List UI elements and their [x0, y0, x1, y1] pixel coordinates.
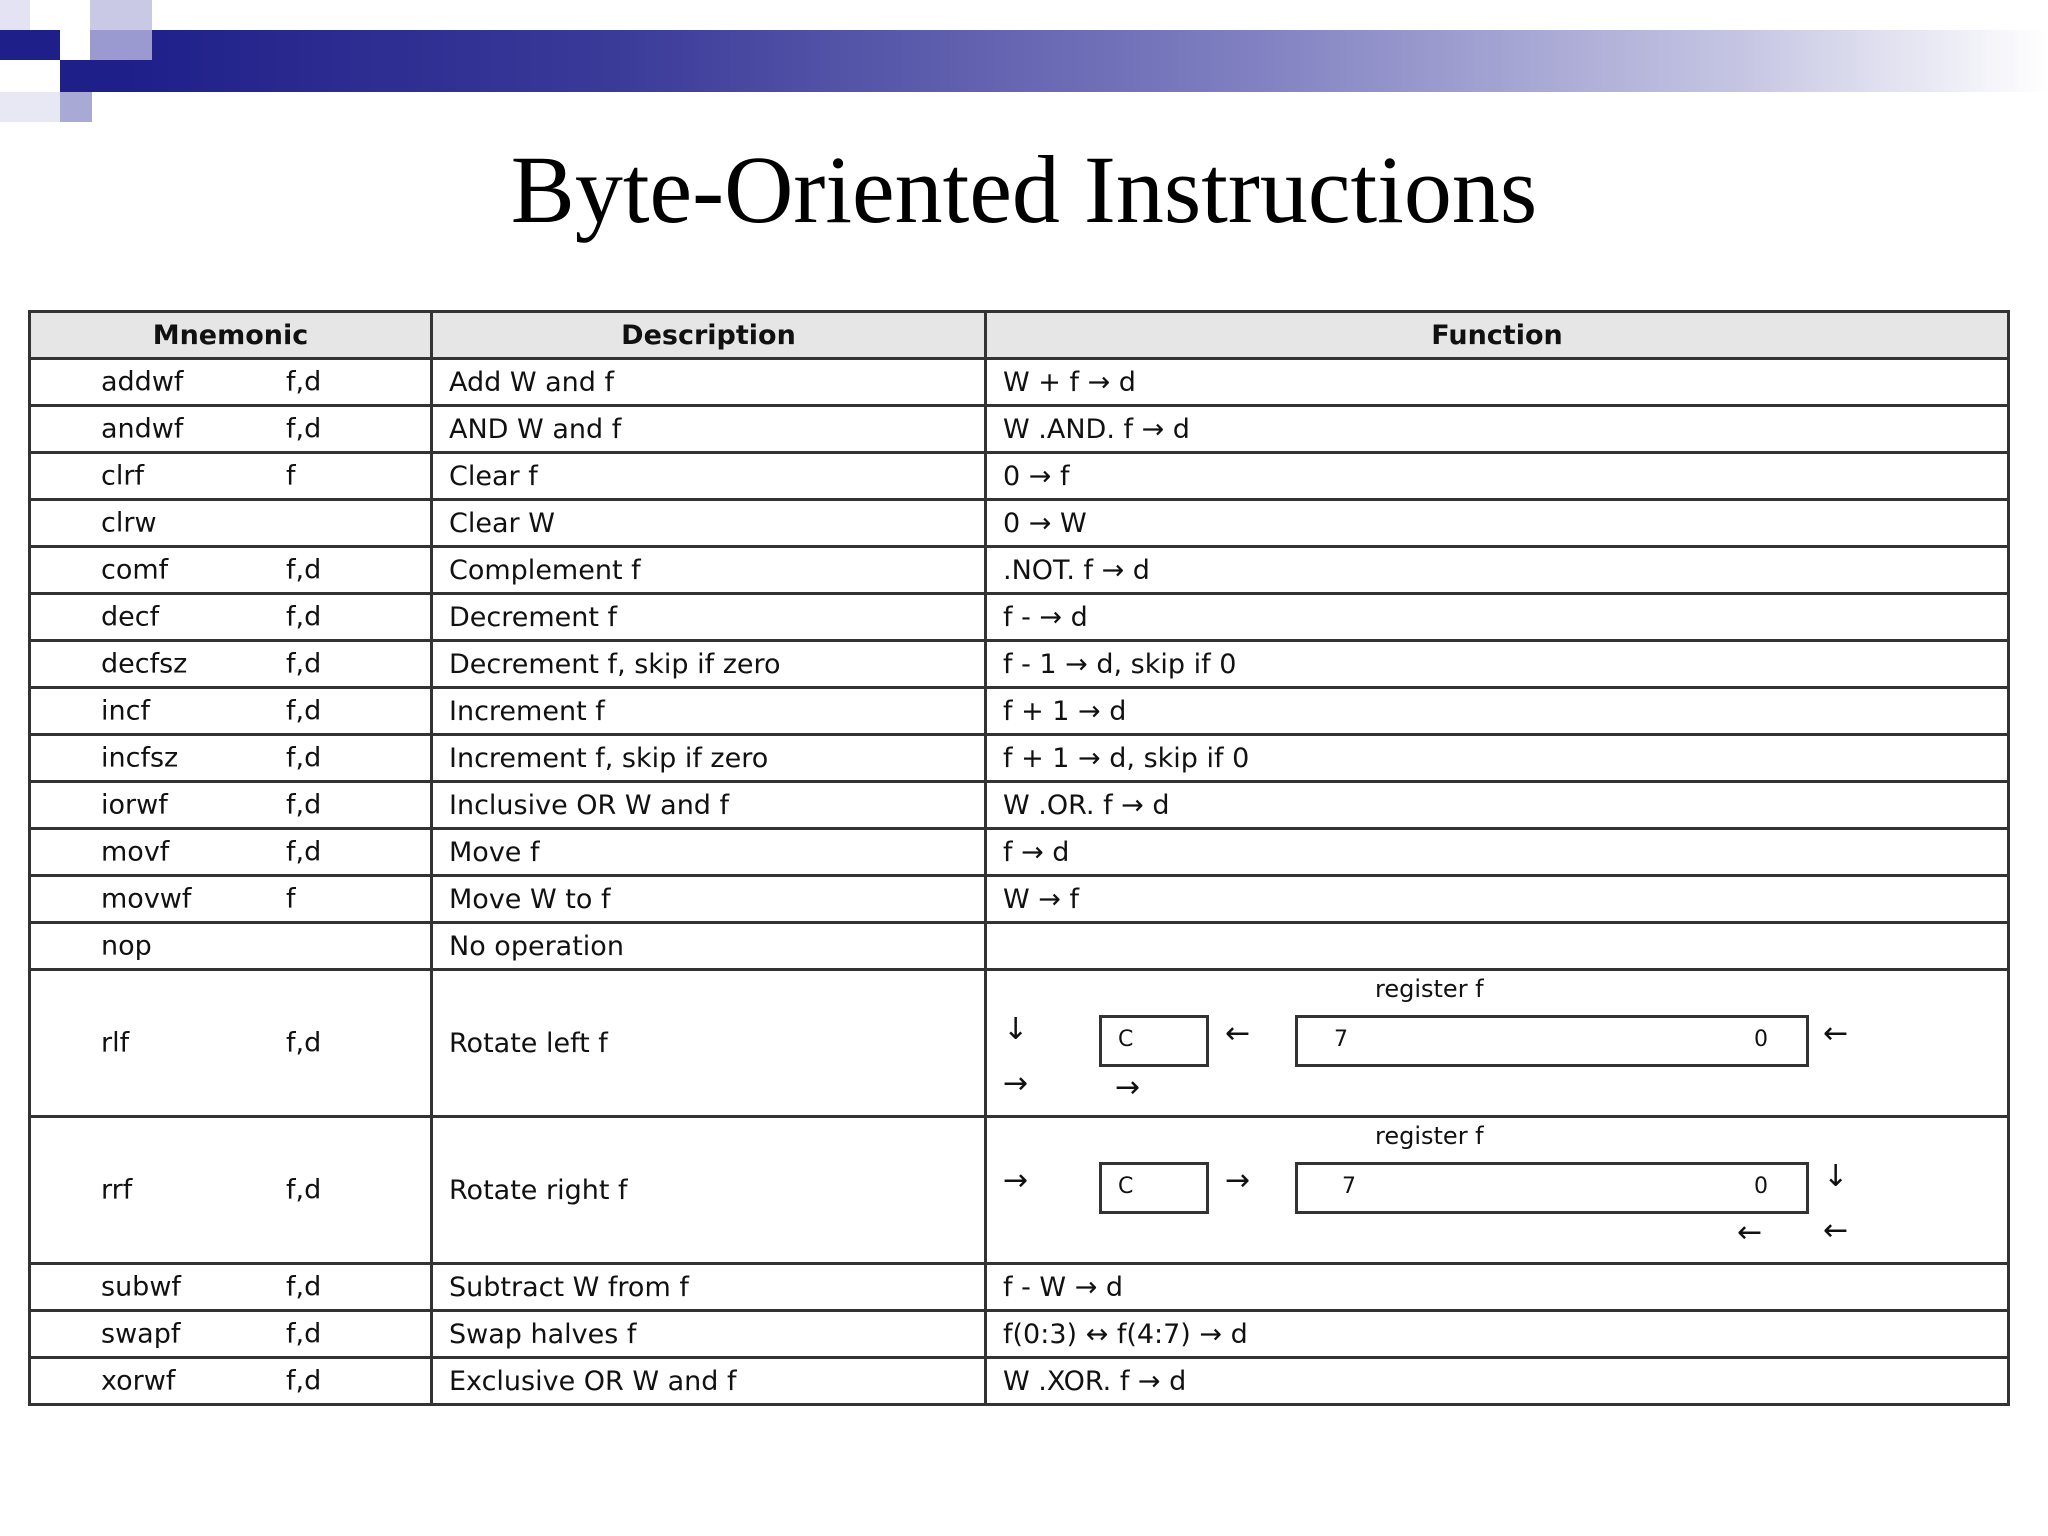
decor-square: [90, 0, 152, 30]
description-cell: AND W and f: [432, 406, 986, 453]
rotate-right-diagram-cell: [986, 1117, 2009, 1264]
operands: f,d: [286, 1174, 322, 1206]
function-cell: W → f: [986, 876, 2009, 923]
description-cell: Rotate right f: [432, 1117, 986, 1264]
mnemonic-cell: [30, 1358, 432, 1405]
decor-square: [0, 92, 60, 122]
arrow-right-icon: →: [1003, 1066, 1029, 1101]
mnemonic-cell: [30, 500, 432, 547]
function-cell: [986, 923, 2009, 970]
operands: f,d: [286, 366, 322, 398]
mnemonic-cell: [30, 641, 432, 688]
mnemonic: rlf: [101, 1027, 130, 1059]
function-cell: W .OR. f → d: [986, 782, 2009, 829]
operands: f,d: [286, 742, 322, 774]
function-cell: f - 1 → d, skip if 0: [986, 641, 2009, 688]
description-cell: Increment f, skip if zero: [432, 735, 986, 782]
mnemonic: rrf: [101, 1174, 133, 1206]
table-row: [30, 453, 2009, 500]
operands: f,d: [286, 413, 322, 445]
mnemonic-cell: [30, 359, 432, 406]
register-label: register f: [1375, 975, 1484, 1003]
mnemonic: clrw: [101, 507, 157, 539]
arrow-down-icon: ↓: [1823, 1159, 1849, 1194]
description-cell: Move f: [432, 829, 986, 876]
description-cell: Inclusive OR W and f: [432, 782, 986, 829]
title-banner: [0, 30, 2048, 92]
operands: f: [286, 460, 296, 492]
function-cell: f + 1 → d: [986, 688, 2009, 735]
table-row: [30, 876, 2009, 923]
mnemonic: addwf: [101, 366, 184, 398]
register-lsb: 0: [1754, 1174, 1768, 1199]
register-box: [1295, 1162, 1809, 1214]
table-row: [30, 641, 2009, 688]
description-cell: Move W to f: [432, 876, 986, 923]
function-cell: f → d: [986, 829, 2009, 876]
mnemonic-cell: [30, 547, 432, 594]
mnemonic: swapf: [101, 1318, 181, 1350]
mnemonic-cell: [30, 688, 432, 735]
register-lsb: 0: [1754, 1027, 1768, 1052]
mnemonic: movwf: [101, 883, 192, 915]
decor-square: [0, 60, 60, 92]
table-row: [30, 688, 2009, 735]
mnemonic: incf: [101, 695, 150, 727]
mnemonic: andwf: [101, 413, 184, 445]
instruction-table: [28, 310, 2010, 1406]
table-row: [30, 782, 2009, 829]
function-cell: .NOT. f → d: [986, 547, 2009, 594]
decor-square: [0, 0, 30, 30]
mnemonic-cell: [30, 970, 432, 1117]
description-cell: Exclusive OR W and f: [432, 1358, 986, 1405]
operands: f,d: [286, 554, 322, 586]
operands: f,d: [286, 1027, 322, 1059]
decor-square: [30, 30, 60, 60]
function-cell: W .AND. f → d: [986, 406, 2009, 453]
mnemonic-cell: [30, 1311, 432, 1358]
table-row: [30, 594, 2009, 641]
mnemonic-cell: [30, 923, 432, 970]
header-mnemonic: Mnemonic: [30, 312, 432, 359]
operands: f,d: [286, 1318, 322, 1350]
operands: f,d: [286, 695, 322, 727]
operands: f,d: [286, 601, 322, 633]
register-label: register f: [1375, 1122, 1484, 1150]
mnemonic: clrf: [101, 460, 144, 492]
function-cell: 0 → W: [986, 500, 2009, 547]
mnemonic-cell: [30, 594, 432, 641]
table-row: [30, 829, 2009, 876]
table-row: [30, 406, 2009, 453]
rotate-right-diagram: [987, 1118, 2007, 1262]
decor-square: [60, 92, 92, 122]
page-title: Byte-Oriented Instructions: [510, 136, 1538, 243]
mnemonic: incfsz: [101, 742, 179, 774]
description-cell: Decrement f: [432, 594, 986, 641]
mnemonic: comf: [101, 554, 169, 586]
decor-square: [60, 30, 90, 60]
register-msb: 7: [1342, 1174, 1356, 1199]
description-cell: Subtract W from f: [432, 1264, 986, 1311]
arrow-left-icon: ←: [1823, 1213, 1849, 1248]
arrow-down-icon: ↓: [1003, 1012, 1029, 1047]
description-cell: No operation: [432, 923, 986, 970]
table-row: [30, 923, 2009, 970]
table-row: [30, 735, 2009, 782]
arrow-right-icon: →: [1115, 1070, 1141, 1105]
table-row: [30, 1264, 2009, 1311]
description-cell: Add W and f: [432, 359, 986, 406]
mnemonic-cell: [30, 735, 432, 782]
carry-label: C: [1118, 1174, 1134, 1199]
description-cell: Clear W: [432, 500, 986, 547]
table-header-row: [30, 312, 2009, 359]
description-cell: Clear f: [432, 453, 986, 500]
rotate-left-diagram: [987, 971, 2007, 1115]
decor-square: [90, 30, 152, 60]
function-cell: f(0:3) ↔ f(4:7) → d: [986, 1311, 2009, 1358]
mnemonic-cell: [30, 876, 432, 923]
function-cell: f - W → d: [986, 1264, 2009, 1311]
table-row: [30, 547, 2009, 594]
mnemonic: iorwf: [101, 789, 168, 821]
mnemonic: xorwf: [101, 1365, 176, 1397]
table-row: [30, 500, 2009, 547]
description-cell: Rotate left f: [432, 970, 986, 1117]
mnemonic-cell: [30, 1264, 432, 1311]
function-cell: 0 → f: [986, 453, 2009, 500]
operands: f,d: [286, 1271, 322, 1303]
mnemonic: decfsz: [101, 648, 188, 680]
mnemonic: nop: [101, 930, 152, 962]
header-function: Function: [986, 312, 2009, 359]
arrow-right-icon: →: [1225, 1163, 1251, 1198]
operands: f: [286, 883, 296, 915]
carry-box: [1099, 1162, 1209, 1214]
arrow-left-icon: ←: [1225, 1016, 1251, 1051]
operands: f,d: [286, 789, 322, 821]
mnemonic-cell: [30, 829, 432, 876]
arrow-left-icon: ←: [1737, 1215, 1763, 1250]
arrow-left-icon: ←: [1823, 1016, 1849, 1051]
function-cell: f + 1 → d, skip if 0: [986, 735, 2009, 782]
table-row-rrf: [30, 1117, 2009, 1264]
function-cell: W + f → d: [986, 359, 2009, 406]
mnemonic-cell: [30, 406, 432, 453]
register-msb: 7: [1334, 1027, 1348, 1052]
description-cell: Increment f: [432, 688, 986, 735]
function-cell: W .XOR. f → d: [986, 1358, 2009, 1405]
register-box: [1295, 1015, 1809, 1067]
rotate-left-diagram-cell: [986, 970, 2009, 1117]
description-cell: Complement f: [432, 547, 986, 594]
mnemonic: movf: [101, 836, 170, 868]
mnemonic-cell: [30, 782, 432, 829]
operands: f,d: [286, 1365, 322, 1397]
header-description: Description: [432, 312, 986, 359]
table-row: [30, 1358, 2009, 1405]
mnemonic-cell: [30, 1117, 432, 1264]
table-row-rlf: [30, 970, 2009, 1117]
arrow-right-icon: →: [1003, 1163, 1029, 1198]
carry-box: [1099, 1015, 1209, 1067]
operands: f,d: [286, 648, 322, 680]
description-cell: Swap halves f: [432, 1311, 986, 1358]
mnemonic: decf: [101, 601, 160, 633]
carry-label: C: [1118, 1027, 1134, 1052]
description-cell: Decrement f, skip if zero: [432, 641, 986, 688]
operands: f,d: [286, 836, 322, 868]
mnemonic: subwf: [101, 1271, 181, 1303]
mnemonic-cell: [30, 453, 432, 500]
function-cell: f - → d: [986, 594, 2009, 641]
table-row: [30, 1311, 2009, 1358]
table-row: [30, 359, 2009, 406]
